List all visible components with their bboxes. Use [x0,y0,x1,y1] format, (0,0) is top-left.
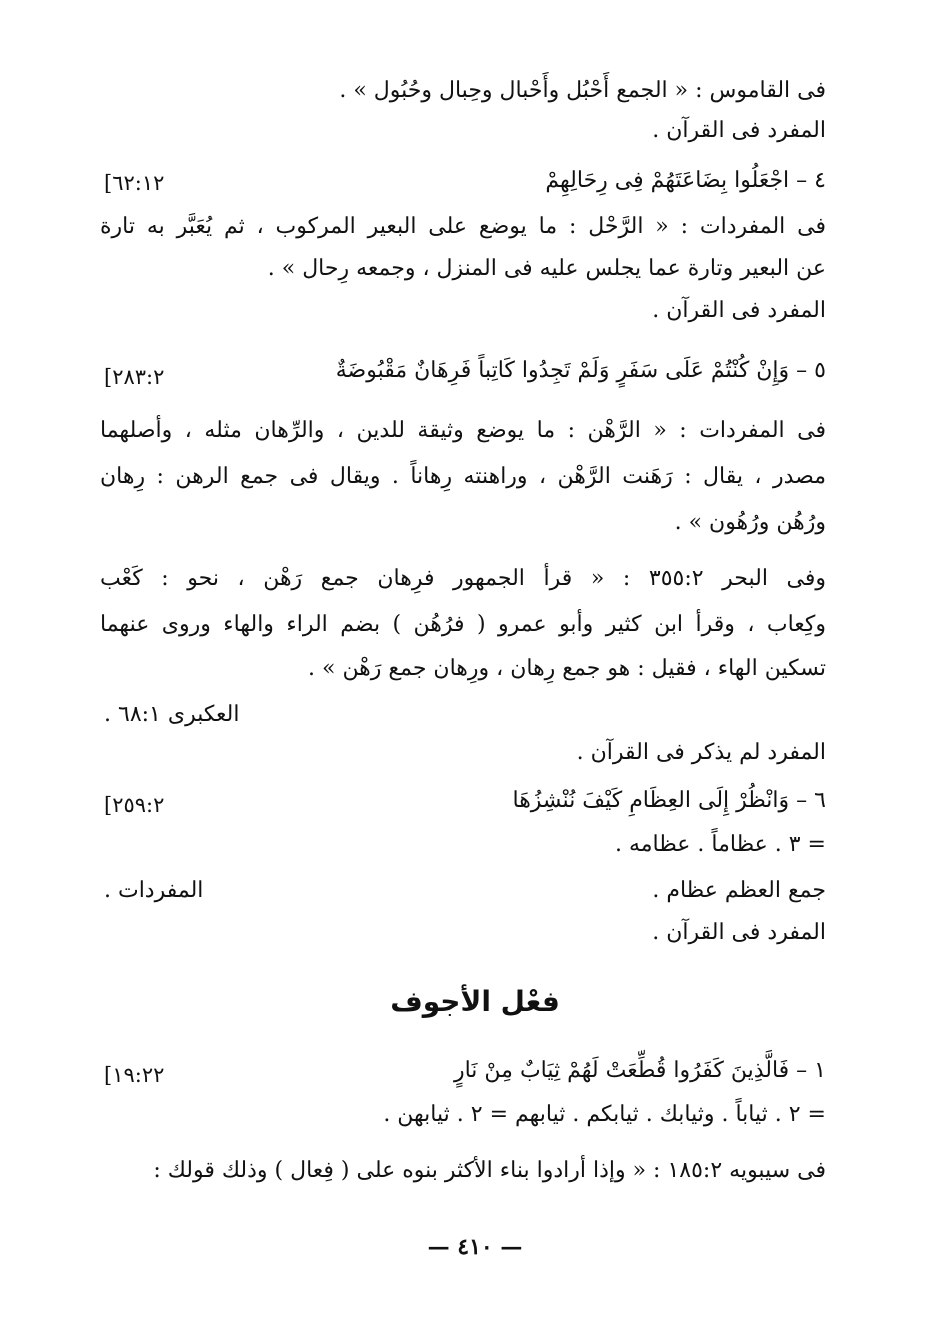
text-line: وكِعاب ، وقرأ ابن كثير وأبو عمرو ( فرُهُن ) بضم الراء والهاء وروى عنهما [100,612,826,637]
verse-reference: [٢٥٩:٢ [104,793,165,817]
text-line: فى المفردات : « الرَّحْل : ما يوضع على البعير المركوب ، ثم يُعَبَّر به تارة [100,214,826,239]
section-heading: فعْل الأجوف [390,985,560,1018]
verse-reference: [٦٢:١٢ [104,171,165,195]
text-line: وفى البحر ٣٥٥:٢ : « قرأ الجمهور فرِهان جمع رَهْن ، نحو : كَعْب [100,566,827,591]
text-line: جمع العظم عظام . [652,878,826,903]
text-line: مصدر ، يقال : رَهَنت الرَّهْن ، وراهنته رِهاناً . ويقال فى جمع الرهن : رِهان [100,464,826,489]
text-line: ورُهُن ورُهُون » . [674,510,826,535]
text-line: فى القاموس : « الجمع أَحْبُل وأَحْبال وحِبال وحُبُول » . [339,78,826,103]
text-line: فى سيبويه ١٨٥:٢ : « وإذا أرادوا بناء الأكثر بنوه على ( فِعال ) وذلك قولك : [153,1158,826,1183]
text-line: المفرد فى القرآن . [652,298,826,323]
text-line: المفرد لم يذكر فى القرآن . [576,740,826,765]
text-line: فى المفردات : « الرَّهْن : ما يوضع وثيقة للدين ، والرِّهان مثله ، وأصلهما [100,418,826,443]
quran-verse: ١ – فَالَّذِينَ كَفَرُوا قُطِّعَتْ لَهُمْ ثِيَابٌ مِنْ نَارٍ [453,1058,826,1083]
text-line: = ٣ . عظاماً . عظامه . [614,832,826,857]
verse-reference: [٢٨٣:٢ [104,365,165,389]
quran-verse: ٦ – وَانْظُرْ إِلَى العِظَامِ كَيْفَ نُنْشِزُهَا [512,788,826,813]
citation: المفردات . [104,878,204,903]
text-line: = ٢ . ثياباً . وثيابك . ثيابكم . ثيابهم = ٢ . ثيابهن . [383,1102,826,1127]
text-line: عن البعير وتارة عما يجلس عليه فى المنزل ، وجمعه رِحال » . [267,256,826,281]
text-line: تسكين الهاء ، فقيل : هو جمع رِهان ، ورِهان جمع رَهْن » . [308,656,826,681]
page-number: — ٤١٠ — [427,1234,523,1260]
quran-verse: ٤ – اجْعَلُوا بِضَاعَتَهُمْ فِى رِحَالِهِمْ [545,168,826,193]
citation: العكبرى ٦٨:١ . [104,702,240,727]
quran-verse: ٥ – وَإِنْ كُنْتُمْ عَلَى سَفَرٍ وَلَمْ تَجِدُوا كَاتِباً فَرِهَانٌ مَقْبُوضَةٌ [335,358,826,383]
text-line: المفرد فى القرآن . [652,920,826,945]
text-line: المفرد فى القرآن . [652,118,826,143]
verse-reference: [١٩:٢٢ [104,1063,165,1087]
